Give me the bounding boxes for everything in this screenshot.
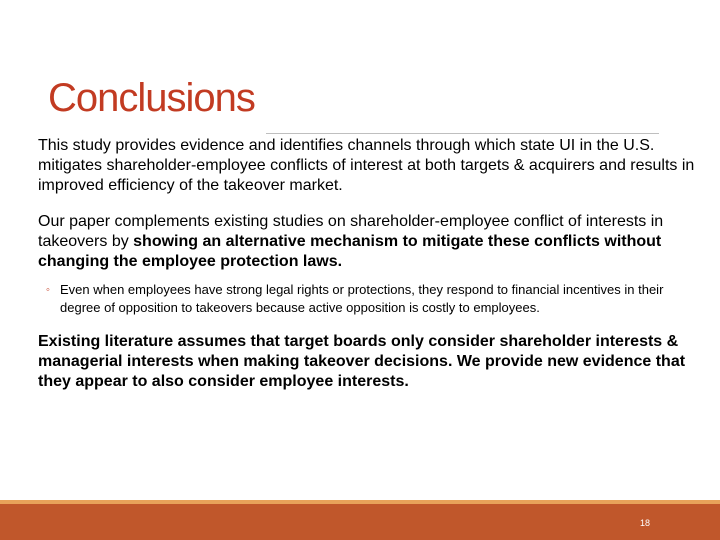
page-number: 18 <box>640 518 651 528</box>
footer-bar <box>0 504 720 540</box>
paragraph-literature: Existing literature assumes that target boards only consider shareholder interests & managerial interests when making takeover decisions. We provide new evidence that they appear to also consider employee interests. <box>38 333 686 390</box>
paragraph-evidence: This study provides evidence and identifies channels through which state UI in the U.S. mitigates shareholder-employee conflicts of interest at both targets & acquirers and results in improved efficiency of the takeover market. <box>38 137 695 194</box>
hollow-circle-bullet-icon: ◦ <box>46 284 50 296</box>
paragraph-complements-bold: showing an alternative mechanism to mitigate these conflicts without changing the employee protection laws. <box>38 233 662 270</box>
slide-body <box>38 136 698 392</box>
paragraph-complements <box>38 212 698 272</box>
title-divider <box>266 133 659 134</box>
sub-bullet-text: Even when employees have strong legal rights or protections, they respond to financial incentives in their degree of opposition to takeovers because active opposition is costly to employees. <box>60 282 664 315</box>
slide-title: Conclusions <box>48 76 255 120</box>
sub-bullet <box>38 281 670 317</box>
paragraph-complements-plain: Our paper complements existing studies on shareholder-employee conflict of interests in takeovers by <box>38 213 664 250</box>
